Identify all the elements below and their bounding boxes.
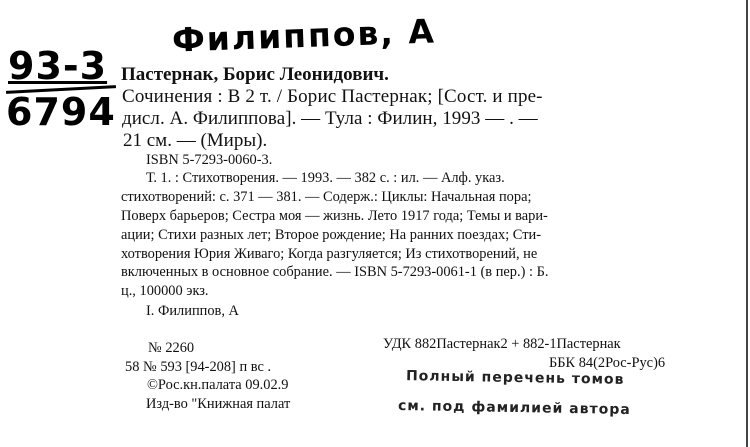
- record-number: № 2260: [148, 340, 195, 356]
- handwritten-author-name: Филиппов, А: [171, 11, 437, 60]
- volume-line: включенных в основное собрание. — ISBN 5-7293-0061-1 (в пер.) : Б.: [121, 264, 549, 280]
- call-number-top: 93-3: [8, 44, 108, 88]
- heading-title-line3: 21 см. — (Миры).: [123, 130, 268, 151]
- udk-classification: УДК 882Пастернак2 + 882-1Пастернак: [383, 336, 621, 352]
- volume-line: ц., 100000 экз.: [121, 283, 209, 299]
- volume-line: Поверх барьеров; Сестра моя — жизнь. Лето 1917 года; Темы и вари-: [121, 208, 548, 224]
- heading-title-line1: Сочинения : В 2 т. / Борис Пастернак; [Сост. и пре-: [122, 86, 543, 107]
- stamp-line2: см. под фамилией автора: [397, 397, 631, 419]
- isbn-main: ISBN 5-7293-0060-3.: [146, 152, 273, 168]
- heading-title-line2: дисл. А. Филиппова]. — Тула : Филин, 1993 — . —: [122, 108, 538, 129]
- call-number-bottom: 6794: [6, 90, 116, 134]
- bbk-classification: ББК 84(2Рос-Рус)6: [549, 355, 666, 371]
- volume-line: хотворения Юрия Живаго; Когда разгуляется; Из стихотворений, не: [121, 246, 538, 262]
- heading-author: Пастернак, Борис Леонидович.: [121, 64, 389, 85]
- volume-line: ации; Стихи разных лет; Второе рождение; На ранних поездах; Сти-: [121, 227, 541, 243]
- stamp-line1: Полный перечень томов: [405, 368, 625, 388]
- publisher-line: Изд-во "Книжная палат: [146, 396, 291, 412]
- volume-line: стихотворений: с. 371 — 381. — Содерж.: Циклы: Начальная пора;: [121, 189, 532, 205]
- order-line: 58 № 593 [94-208] п вс .: [125, 359, 272, 375]
- card-edge: [746, 0, 748, 447]
- copyright-line: ©Рос.кн.палата 09.02.9: [147, 377, 289, 393]
- added-entry: I. Филиппов, А: [146, 303, 239, 319]
- volume-line: Т. 1. : Стихотворения. — 1993. — 382 с. : ил. — Алф. указ.: [146, 170, 505, 186]
